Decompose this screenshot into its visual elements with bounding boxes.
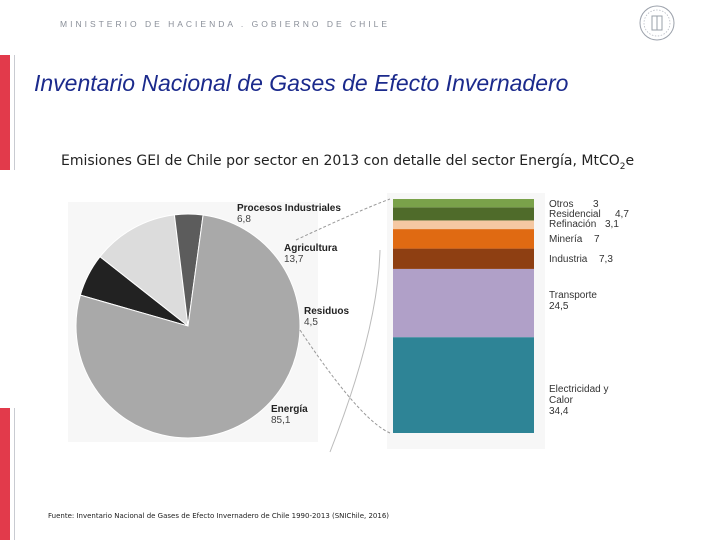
bar-segment-refinacion [393, 220, 534, 229]
bar-value-industria: 7,3 [599, 254, 613, 265]
pie-label-procesos-industriales: Procesos Industriales [237, 203, 341, 214]
bar-label-industria: Industria [549, 254, 588, 265]
ministry-header: MINISTERIO DE HACIENDA . GOBIERNO DE CHILE [60, 19, 391, 29]
pie-label-residuos: Residuos [304, 306, 350, 317]
source-note: Fuente: Inventario Nacional de Gases de Efecto Invernadero de Chile 1990-2013 (SNIChile, 2016) [48, 512, 389, 520]
bar-segment-otros [393, 199, 534, 207]
bar-label-transporte: Transporte [549, 290, 597, 301]
bar-value-residencial: 4,7 [615, 209, 629, 220]
bar-segment-mineria [393, 229, 534, 249]
bar-label-otros: Otros [549, 199, 574, 210]
pie-value-energia: 85,1 [271, 415, 291, 426]
bar-label-residencial: Residencial [549, 209, 601, 220]
subtitle-main-text: Emisiones GEI de Chile por sector en 2013 con detalle del sector Energía, MtCO [61, 153, 620, 169]
pie-value-procesos-industriales: 6,8 [237, 214, 251, 225]
pie-chart [76, 214, 300, 438]
bar-segment-industria [393, 249, 534, 269]
bar-value-electricidad-y-calor: 34,4 [549, 406, 569, 417]
bar-label-electricidad-y-calor-0: Electricidad y [549, 384, 609, 395]
bar-value-transporte: 24,5 [549, 301, 569, 312]
bar-value-mineria: 7 [594, 234, 600, 245]
bar-value-otros: 3 [593, 199, 599, 210]
pie-label-agricultura: Agricultura [284, 243, 338, 254]
bar-label-electricidad-y-calor-1: Calor [549, 395, 573, 406]
pie-value-residuos: 4,5 [304, 317, 318, 328]
subtitle-subscript: 2 [619, 161, 626, 172]
bar-label-refinacion: Refinación [549, 219, 597, 230]
slide-title: Inventario Nacional de Gases de Efecto Invernadero [34, 70, 569, 96]
pie-value-agricultura: 13,7 [284, 254, 304, 265]
pie-label-energia: Energía [271, 404, 308, 415]
bar-segment-electricidad-y-calor [393, 337, 534, 433]
stacked-bar-chart [393, 199, 534, 433]
stacked-bar-labels [549, 199, 629, 417]
subtitle-suffix: e [625, 153, 635, 169]
bar-label-mineria: Minería [549, 234, 583, 245]
bar-segment-transporte [393, 269, 534, 337]
bar-value-refinacion: 3,1 [605, 219, 619, 230]
bar-segment-residencial [393, 207, 534, 220]
